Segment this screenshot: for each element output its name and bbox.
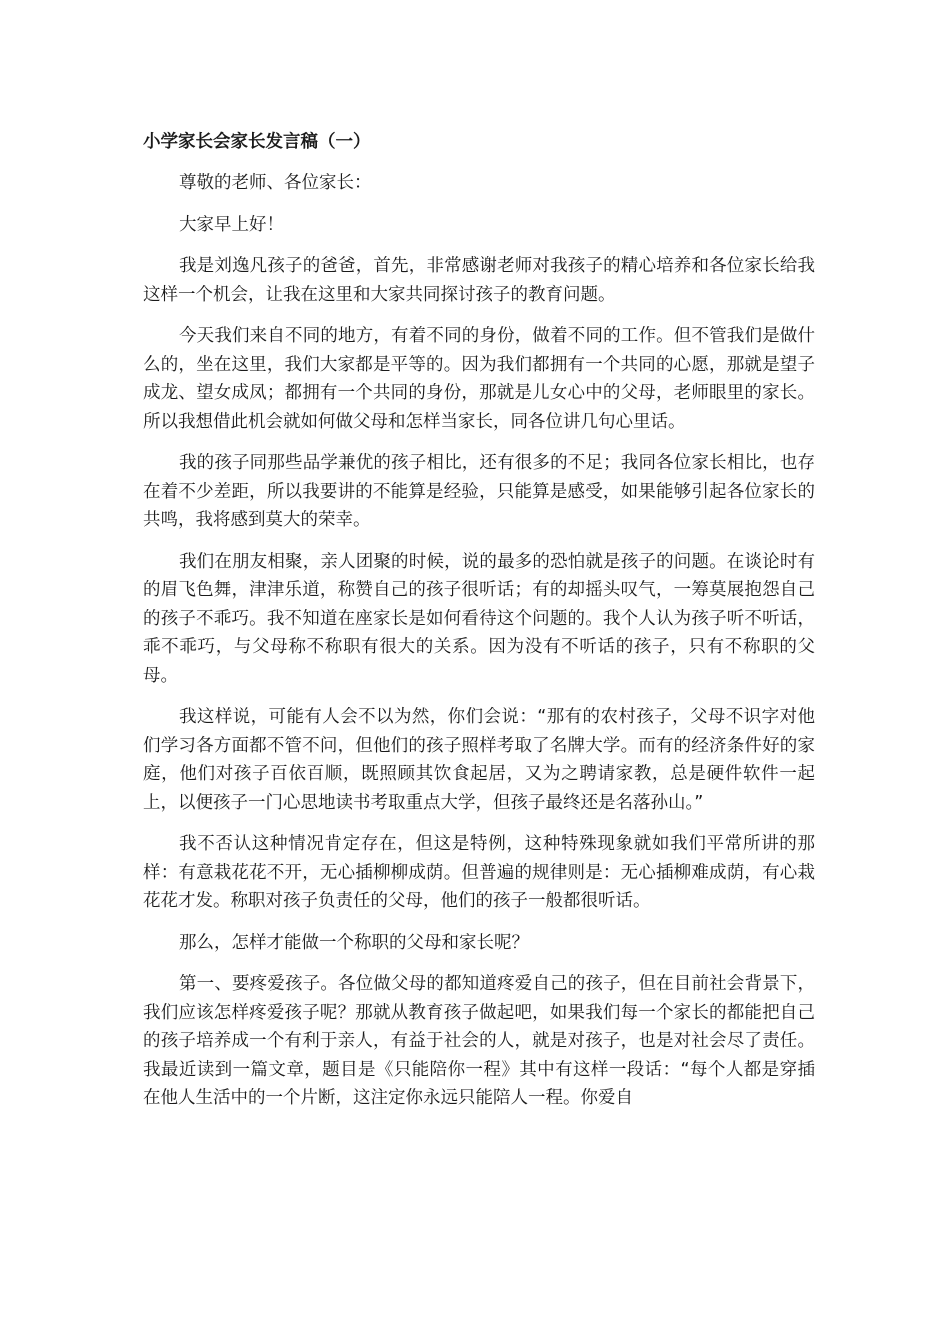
paragraph-introduction: 我是刘逸凡孩子的爸爸，首先，非常感谢老师对我孩子的精心培养和各位家长给我这样一个机会，让我在这里和大家共同探讨孩子的教育问题。 — [143, 256, 815, 305]
paragraph-humility: 我的孩子同那些品学兼优的孩子相比，还有很多的不足；我同各位家长相比，也存在着不少差距，所以我要讲的不能算是经验，只能算是感受，如果能够引起各位家长的共鸣，我将感到莫大的荣幸。 — [143, 453, 815, 530]
paragraph-greeting: 尊敬的老师、各位家长： — [179, 173, 372, 193]
paragraph-exception: 我不否认这种情况肯定存在，但这是特例，这种特殊现象就如我们平常所讲的那样：有意栽花花不开，无心插柳柳成荫。但普遍的规律则是：无心插柳难成荫，有心栽花花才发。称职对孩子负责任的父母，他们的孩子一般都很听话。 — [143, 834, 815, 911]
paragraph-question: 那么，怎样才能做一个称职的父母和家长呢？ — [179, 932, 529, 953]
document-title: 小学家长会家长发言稿（一） — [143, 132, 371, 152]
document-page — [143, 128, 815, 1126]
paragraph-children-topic: 我们在朋友相聚，亲人团聚的时候，说的最多的恐怕就是孩子的问题。在谈论时有的眉飞色舞，津津乐道，称赞自己的孩子很听话；有的却摇头叹气，一筹莫展抱怨自己的孩子不乖巧。我不知道在座家长是如何看待这个问题的。我个人认为孩子听不听话，乖不乖巧，与父母称不称职有很大的关系。因为没有不听话的孩子，只有不称职的父母。 — [143, 551, 815, 686]
paragraph-equality: 今天我们来自不同的地方，有着不同的身份，做着不同的工作。但不管我们是做什么的，坐在这里，我们大家都是平等的。因为我们都拥有一个共同的心愿，那就是望子成龙、望女成凤；都拥有一个共同的身份，那就是儿女心中的父母，老师眼里的家长。所以我想借此机会就如何做父母和怎样当家长，同各位讲几句心里话。 — [143, 326, 815, 432]
paragraph-point-one: 第一、要疼爱孩子。各位做父母的都知道疼爱自己的孩子，但在目前社会背景下，我们应该怎样疼爱孩子呢？那就从教育孩子做起吧，如果我们每一个家长的都能把自己的孩子培养成一个有利于亲人，有益于社会的人，就是对孩子，也是对社会尽了责任。我最近读到一篇文章，题目是《只能陪你一程》其中有这样一段话：“每个人都是穿插在他人生活中的一个片断，这注定你永远只能陪人一程。你爱自 — [143, 974, 815, 1108]
paragraph-objection: 我这样说，可能有人会不以为然，你们会说：“那有的农村孩子，父母不识字对他们学习各方面都不管不问，但他们的孩子照样考取了名牌大学。而有的经济条件好的家庭，他们对孩子百依百顺，既照顾其饮食起居，又为之聘请家教，总是硬件软件一起上，以便孩子一门心思地读书考取重点大学，但孩子最终还是名落孙山。” — [143, 707, 815, 813]
paragraph-good-morning: 大家早上好！ — [179, 214, 284, 235]
